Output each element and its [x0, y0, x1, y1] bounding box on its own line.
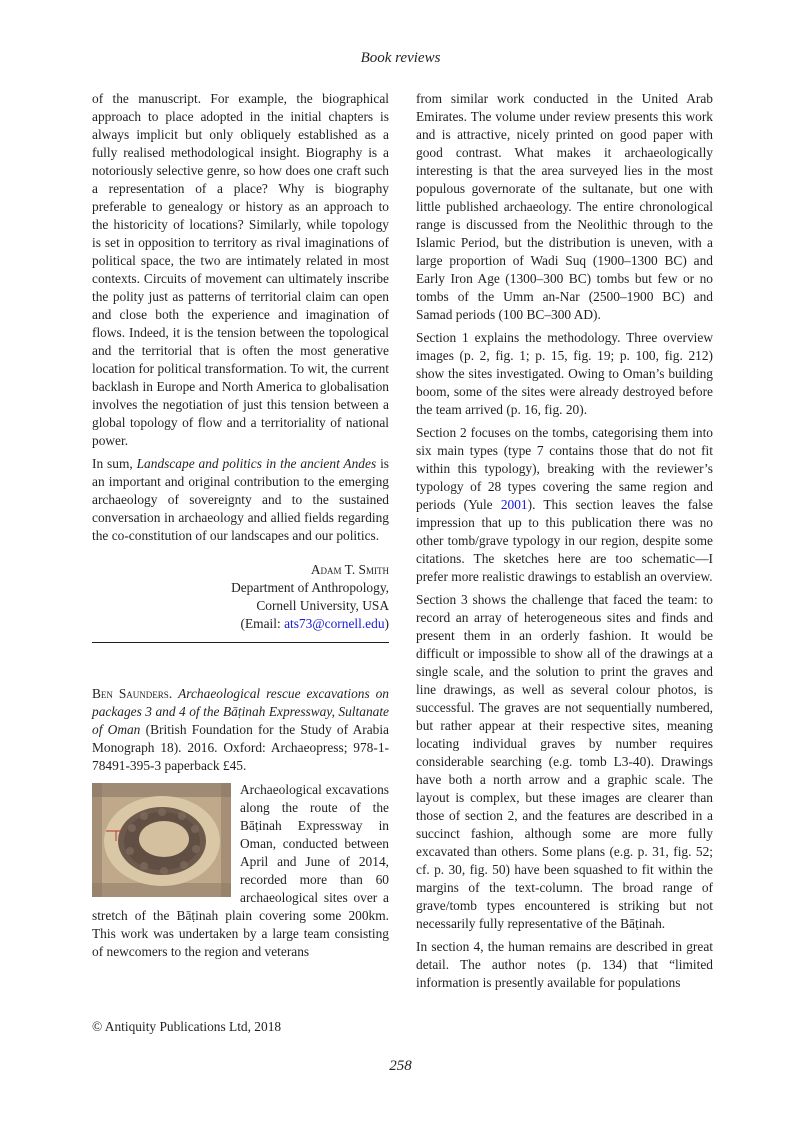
left-column — [92, 90, 389, 966]
email-prefix: (Email: — [240, 616, 285, 631]
copyright-notice: © Antiquity Publications Ltd, 2018 — [92, 1019, 282, 1034]
text: is an important and original contribution to the emerging archaeology of sovereignty and to the sustained conversation in archaeology and allied fields regarding the co-constitution of our landscapes and our politics. — [92, 456, 389, 543]
text: ). This section leaves the false impression that up to this publication there was no other tomb/grave typology in our region, despite some citations. The sketches here are too schematic—I prefer more realistic drawings to establish an overview. — [416, 497, 713, 584]
paragraph-section-2 — [416, 424, 713, 586]
review-divider — [92, 642, 389, 643]
book-details: (British Foundation for the Study of Arabia Monograph 18). 2016. Oxford: Archaeopress; 978-1-78491-395-3 paperback £45. — [92, 722, 389, 773]
book-title: Archaeological rescue excavations on packages 3 and 4 of the Bāṭinah Expressway, Sultanate of Oman — [92, 686, 389, 737]
reviewer-name: Adam T. Smith — [310, 562, 389, 577]
reviewer-signature — [92, 561, 389, 633]
email-suffix: ) — [384, 616, 389, 631]
paragraph-conclusion — [92, 455, 389, 545]
running-head: Book reviews — [360, 50, 441, 66]
stone-ring-image-icon — [92, 783, 231, 897]
reviewer-institution: Cornell University, USA — [256, 598, 389, 613]
page-number: 258 — [389, 1058, 412, 1074]
reviewer-department: Department of Anthropology, — [231, 580, 389, 595]
reviewer-email-line — [92, 615, 389, 633]
paragraph-section-3: Section 3 shows the challenge that faced the team: to record an array of heterogeneous sites and finds and present them in an orderly fashion. It would be difficult or impossible to show all of the drawings at a single scale, and the solution to print the graves and line drawings, as well as several colour photos, is successful. The graves are not sequentially numbered, but rather appear at their respective sites, meaning locating individual graves by number requires considerable searching (e.g. tomb L3-40). Drawings have both a north arrow and a graphic scale. The layout is complex, but these images are clearer than those of section 2, and the features are described in a succinct fashion, although some are more fully excavated than others. Some plans (e.g. p. 31, fig. 52; cf. p. 30, fig. 50) have been squashed to fit within the margins of the text-column. The broad range of grave/tomb types encountered is striking but not necessarily fully representative of the Bāṭinah. — [416, 592, 713, 931]
citation-link-yule-2001[interactable]: 2001 — [500, 497, 528, 512]
paragraph-wrapped: Archaeological excavations along the route of the Bāṭinah Expressway in Oman, conducted between April and June of 2014, recorded more than 60 archaeological sites over a stretch of the Bāṭinah plain covering some 200km. This work was undertaken by a large team consisting of newcomers to the region and veterans — [92, 782, 389, 959]
paragraph: from similar work conducted in the United Arab Emirates. The volume under review presents this work and is attractive, nicely printed on good paper with good contrast. What makes it archaeologically interesting is that the area surveyed lies in the most populous governorate of the sultanate, but one with little published archaeology. The entire chronological range is discussed from the Neolithic through to the Islamic Period, but the distribution is uneven, with a large proportion of Wadi Suq (1900–1300 BC) and Early Iron Age (1300–300 BC) tombs but few or no tombs of the Umm an-Nar (2500–1900 BC) and Samad periods (100 BC–300 AD). — [416, 91, 713, 322]
paragraph: of the manuscript. For example, the biographical approach to place adopted in the initial chapters is always implicit but only obliquely established as a fully realised methodological insight. Biography is a notoriously selective genre, so how does one craft such a representation of a place? Why is biography preferable to genealogy or history as an approach to the historicity of locations? Similarly, while topology is set in opposition to territory as rival imaginations of political space, the two are intimately related in most contexts. Circuits of movement can ultimately inscribe the polity just as patterns of territorial claim can open and close both the experience and imagination of flows. Indeed, it is the tension between the topological and the territorial that is often the most generative location for political transformation. To wit, the current backlash in Europe and North America to globalisation involves the negotiation of just this tension between a global topology of flow and a territoriality of national power. — [92, 91, 389, 448]
text: In sum, — [92, 456, 137, 471]
book-title: Landscape and politics in the ancient Andes — [136, 456, 377, 471]
book-author: Ben Saunders — [92, 686, 169, 701]
book-cover-photo — [92, 783, 231, 897]
right-column — [416, 90, 713, 997]
review-opening — [92, 781, 389, 961]
book-citation — [92, 685, 389, 775]
text: Section 2 focuses on the tombs, categorising them into six main types (type 7 contains those that do not fit within this typology), breaking with the reviewer’s typology of 28 types covering the same region and periods (Yule — [416, 425, 713, 512]
text: . — [168, 686, 179, 701]
email-link[interactable]: ats73@cornell.edu — [284, 616, 385, 631]
paragraph-section-1: Section 1 explains the methodology. Three overview images (p. 2, fig. 1; p. 15, fig. 19; p. 100, fig. 212) show the sites investigated. Owing to Oman’s building boom, some of the sites were already destroyed before the team arrived (p. 16, fig. 20). — [416, 330, 713, 417]
paragraph-section-4: In section 4, the human remains are described in great detail. The author notes (p. 134) that “limited information is presently available for populations — [416, 939, 713, 990]
